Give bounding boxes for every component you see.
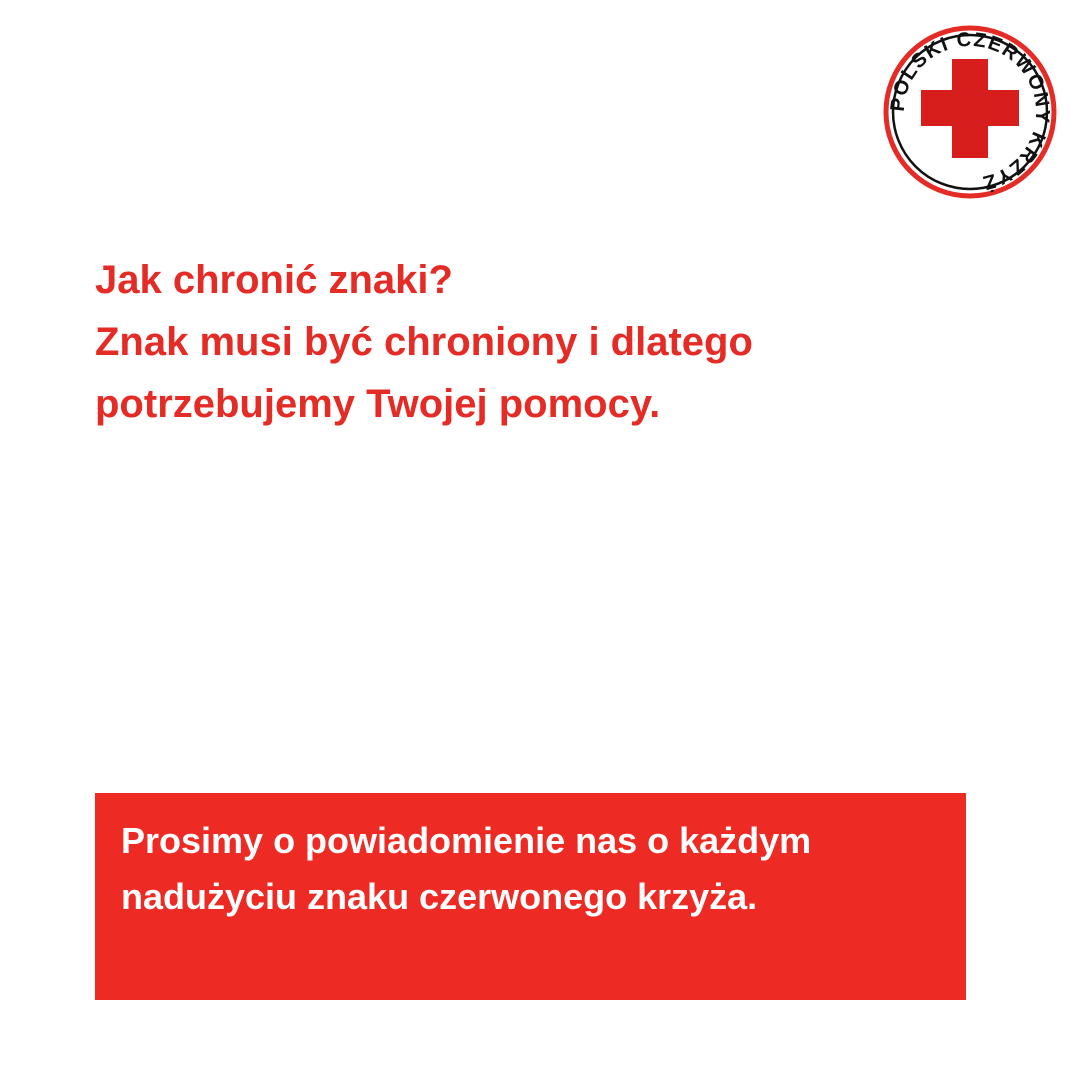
headline — [95, 249, 995, 435]
headline-line-2: Znak musi być chroniony i dlatego — [95, 320, 753, 364]
logo-ring-text: POLSKI CZERWONY KRZYŻ — [886, 28, 1054, 194]
banner-text — [121, 813, 811, 925]
red-cross-emblem-icon — [882, 24, 1058, 200]
banner-line-2: nadużyciu znaku czerwonego krzyża. — [121, 876, 758, 917]
info-banner — [95, 793, 966, 1000]
banner-line-1: Prosimy o powiadomienie nas o każdym — [121, 820, 812, 861]
headline-line-1: Jak chronić znaki? — [95, 258, 453, 302]
headline-line-3: potrzebujemy Twojej pomocy. — [95, 382, 661, 426]
